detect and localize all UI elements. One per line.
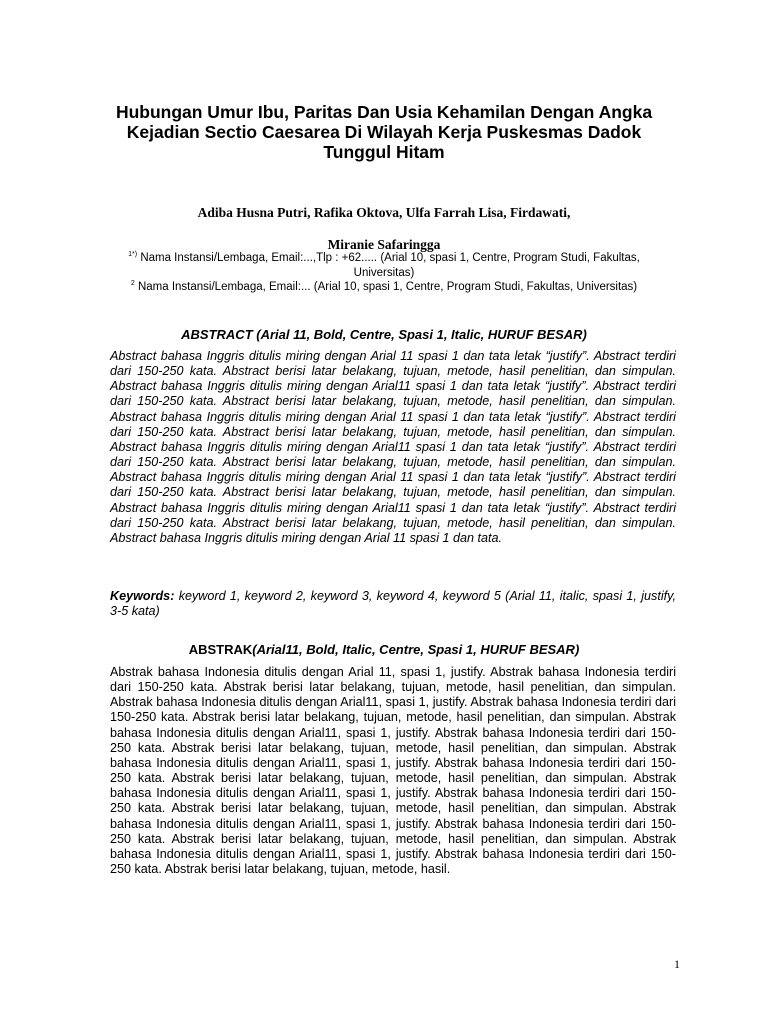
affiliation-2-text: Nama Instansi/Lembaga, Email:... (Arial 10, spasi 1, Centre, Program Studi, Fakultas, Universitas) <box>137 281 638 293</box>
paper-title <box>100 102 668 162</box>
keywords-label: Keywords: <box>110 589 175 603</box>
title-line-3: Tunggul Hitam <box>323 142 445 162</box>
affiliation-1-marker: 1*) <box>128 251 138 258</box>
abstrak-heading-note: (Arial11, Bold, Italic, Centre, Spasi 1, HURUF BESAR) <box>252 642 580 657</box>
affiliation-2 <box>120 277 648 295</box>
keywords-line <box>110 589 676 619</box>
abstrak-heading-label: ABSTRAK <box>188 642 253 657</box>
title-line-2: Kejadian Sectio Caesarea Di Wilayah Kerja Puskesmas Dadok <box>126 122 642 142</box>
authors-line-2: Miranie Safaringga <box>327 237 441 252</box>
abstract-body: Abstract bahasa Inggris ditulis miring dengan Arial 11 spasi 1 dan tata letak “justify”. Abstract terdiri dari 150-250 kata. Abstract berisi latar belakang, tujuan, metode, hasil penelitian, dan simpulan. Abstract bahasa Inggris ditulis miring dengan Arial11 spasi 1 dan tata letak “justify”. Abstract terdiri dari 150-250 kata. Abstract berisi latar belakang, tujuan, metode, hasil penelitian, dan simpulan. Abstract bahasa Inggris ditulis miring dengan Arial 11 spasi 1 dan tata letak “justify”. Abstract terdiri dari 150-250 kata. Abstract berisi latar belakang, tujuan, metode, hasil penelitian, dan simpulan. Abstract bahasa Inggris ditulis miring dengan Arial11 spasi 1 dan tata letak “justify”. Abstract terdiri dari 150-250 kata. Abstract berisi latar belakang, tujuan, metode, hasil penelitian, dan simpulan. Abstract bahasa Inggris ditulis miring dengan Arial 11 spasi 1 dan tata letak “justify”. Abstract terdiri dari 150-250 kata. Abstract berisi latar belakang, tujuan, metode, hasil penelitian, dan simpulan. Abstract bahasa Inggris ditulis miring dengan Arial11 spasi 1 dan tata letak “justify”. Abstract terdiri dari 150-250 kata. Abstract berisi latar belakang, tujuan, metode, hasil penelitian, dan simpulan. Abstract bahasa Inggris ditulis miring dengan Arial 11 spasi 1 dan tata. <box>110 349 676 545</box>
affiliation-1-text: Nama Instansi/Lembaga, Email:...,Tlp : +62..... (Arial 10, spasi 1, Centre, Program Studi, Fakultas, Universitas) <box>140 252 640 279</box>
keywords-text: keyword 1, keyword 2, keyword 3, keyword 4, keyword 5 (Arial 11, italic, spasi 1, justify, 3-5 kata) <box>110 589 676 619</box>
authors-line-1: Adiba Husna Putri, Rafika Oktova, Ulfa Farrah Lisa, Firdawati, <box>197 205 571 220</box>
affiliation-2-marker: 2 <box>130 280 135 287</box>
abstract-heading: ABSTRACT (Arial 11, Bold, Centre, Spasi 1, Italic, HURUF BESAR) <box>181 327 587 342</box>
abstrak-body: Abstrak bahasa Indonesia ditulis dengan Arial 11, spasi 1, justify. Abstrak bahasa Indonesia terdiri dari 150-250 kata. Abstrak berisi latar belakang, tujuan, metode, hasil penelitian, dan simpulan. Abstrak bahasa Indonesia ditulis dengan Arial11, spasi 1, justify. Abstrak bahasa Indonesia terdiri dari 150-250 kata. Abstrak berisi latar belakang, tujuan, metode, hasil penelitian, dan simpulan. Abstrak bahasa Indonesia ditulis dengan Arial11, spasi 1, justify. Abstrak bahasa Indonesia terdiri dari 150-250 kata. Abstrak berisi latar belakang, tujuan, metode, hasil penelitian, dan simpulan. Abstrak bahasa Indonesia ditulis dengan Arial11, spasi 1, justify. Abstrak bahasa Indonesia terdiri dari 150-250 kata. Abstrak berisi latar belakang, tujuan, metode, hasil penelitian, dan simpulan. Abstrak bahasa Indonesia ditulis dengan Arial11, spasi 1, justify. Abstrak bahasa Indonesia terdiri dari 150-250 kata. Abstrak berisi latar belakang, tujuan, metode, hasil penelitian, dan simpulan. Abstrak bahasa Indonesia ditulis dengan Arial11, spasi 1, justify. Abstrak bahasa Indonesia terdiri dari 150-250 kata. Abstrak berisi latar belakang, tujuan, metode, hasil penelitian, dan simpulan. Abstrak bahasa Indonesia ditulis dengan Arial11, spasi 1, justify. Abstrak bahasa Indonesia terdiri dari 150-250 kata. Abstrak berisi latar belakang, tujuan, metode, hasil. <box>110 665 676 877</box>
abstrak-heading <box>100 642 668 658</box>
affiliation-1 <box>120 248 648 280</box>
page-number: 1 <box>674 957 680 971</box>
title-line-1: Hubungan Umur Ibu, Paritas Dan Usia Kehamilan Dengan Angka <box>115 102 653 122</box>
